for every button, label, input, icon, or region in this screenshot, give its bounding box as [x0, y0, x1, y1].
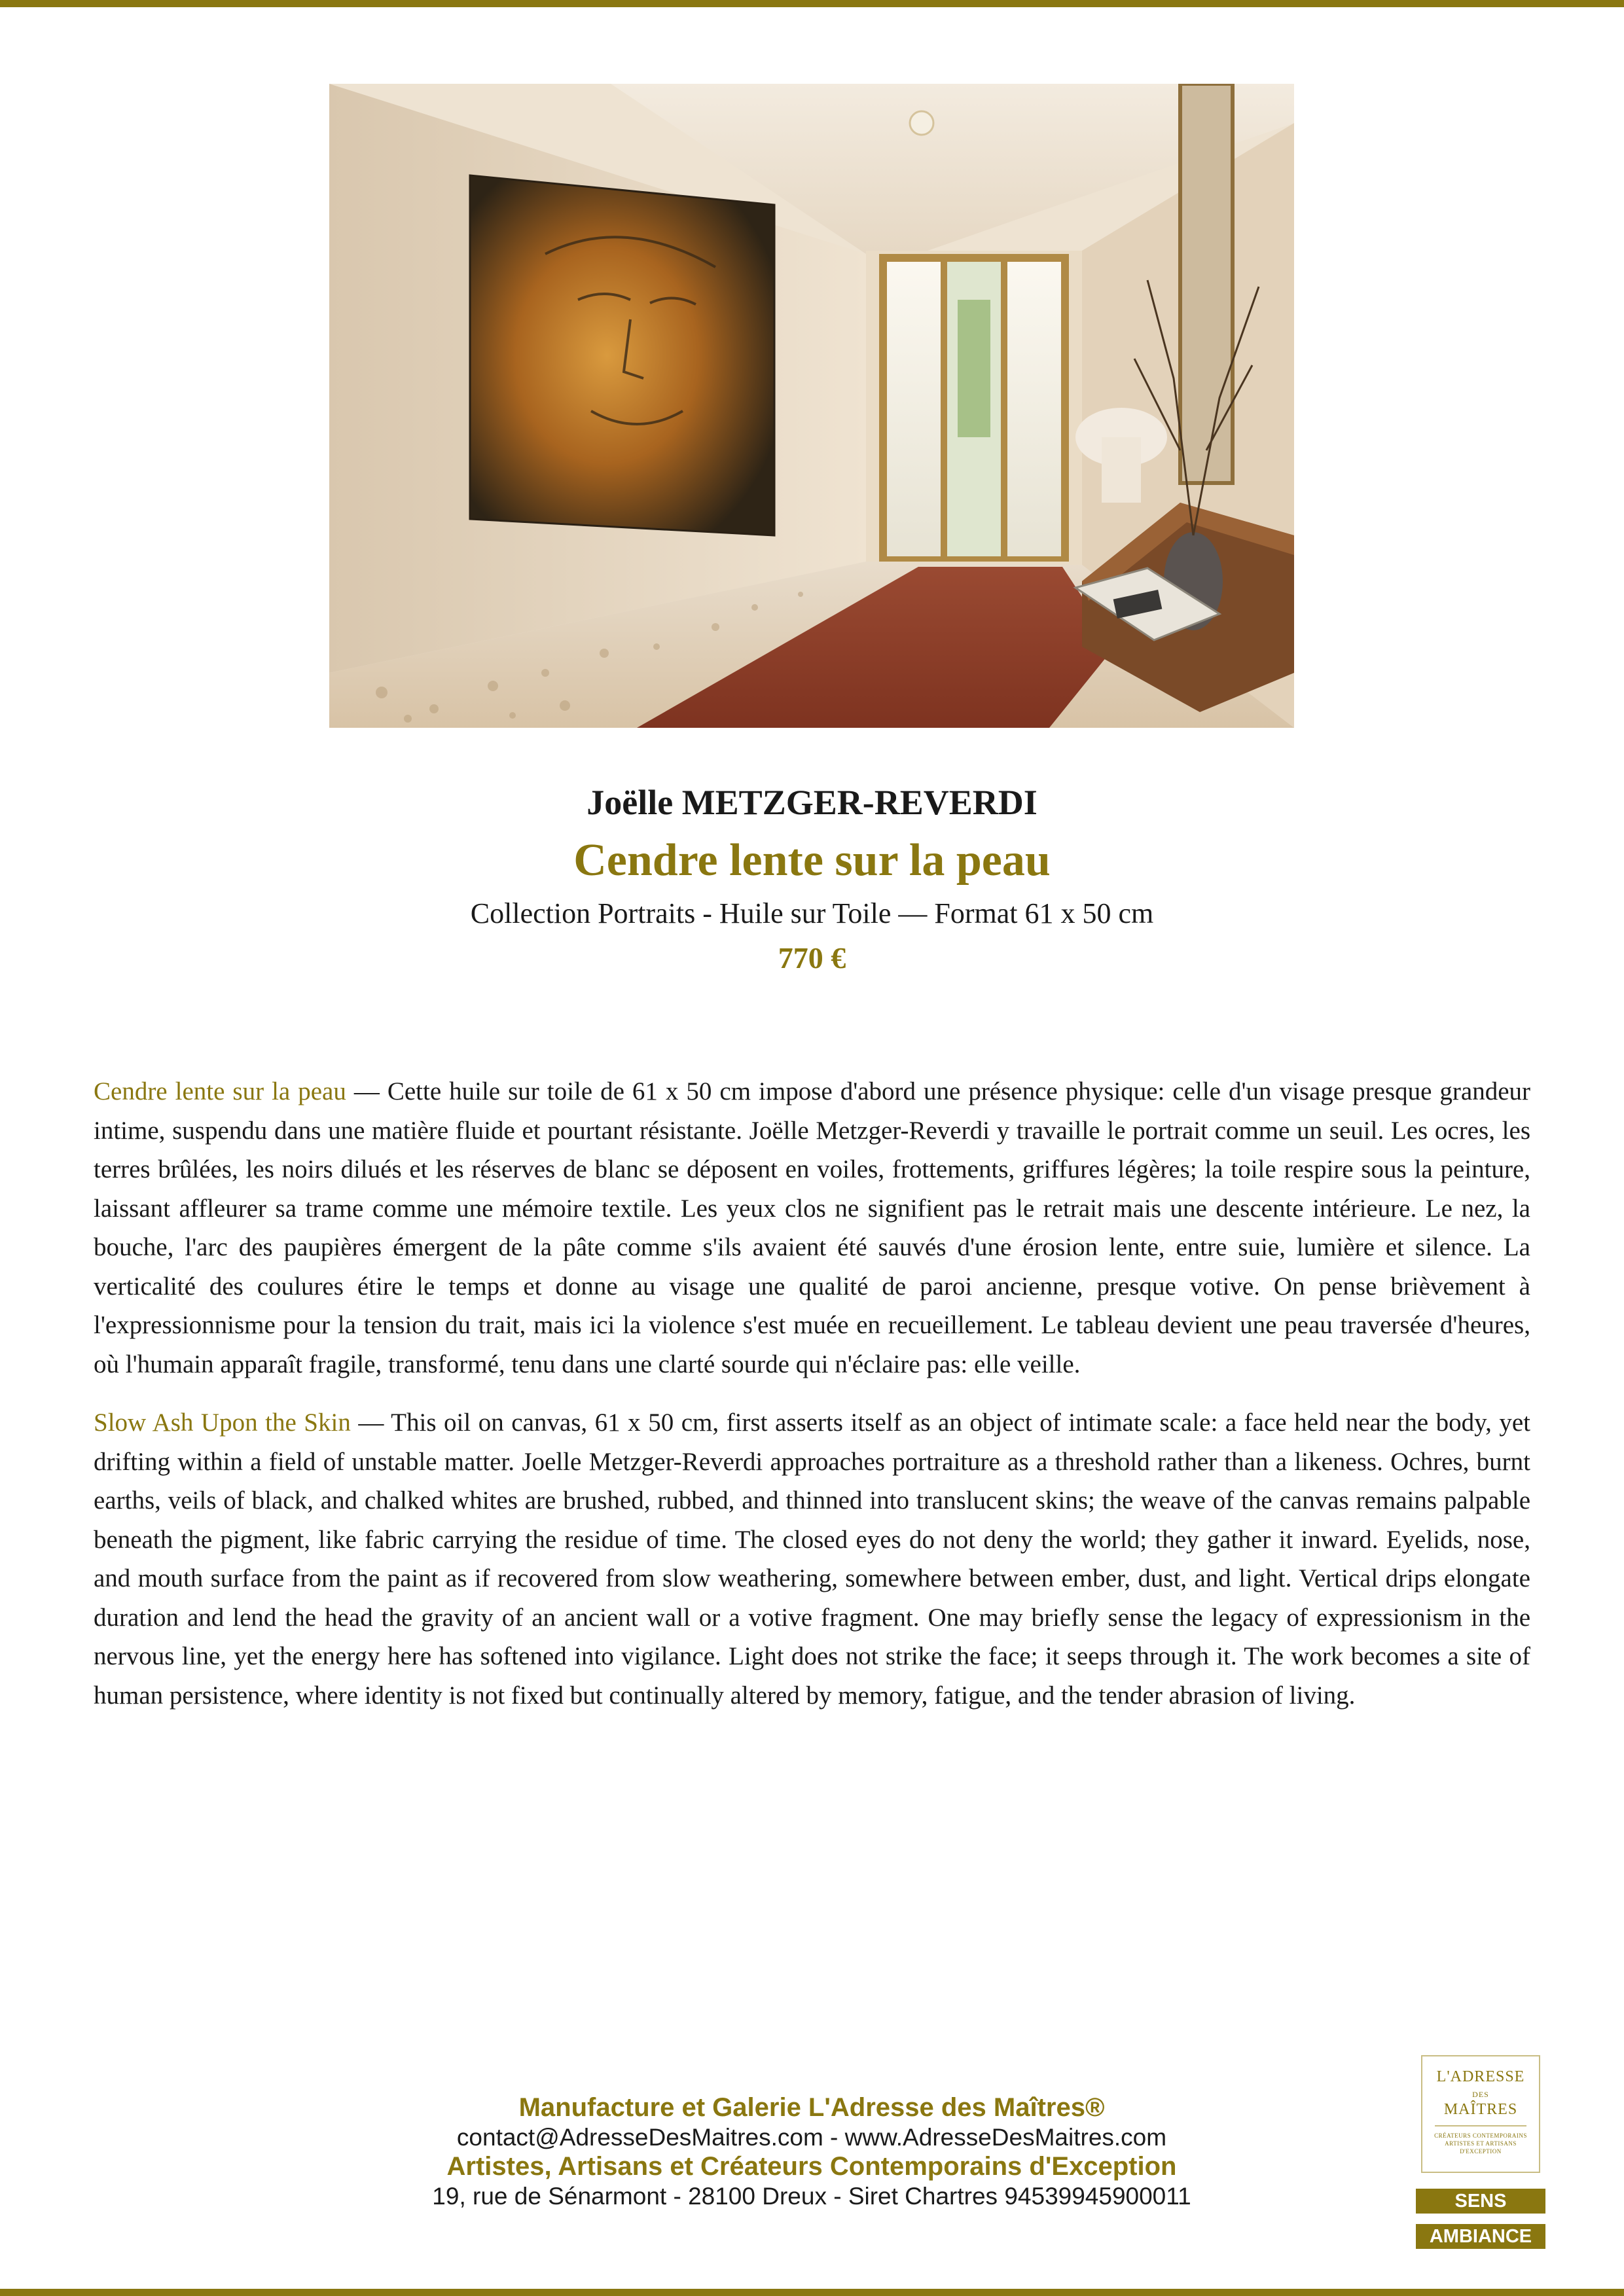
artwork-room-photo [329, 84, 1294, 728]
logo-line-1: L'ADRESSE [1436, 2068, 1525, 2085]
gallery-logo [1421, 2055, 1540, 2173]
description-en [94, 1403, 1530, 1715]
logo-divider [1435, 2125, 1526, 2126]
footer-contact: contact@AdresseDesMaitres.com - www.AdresseDesMaitres.com [456, 2124, 1167, 2151]
description-fr-lead: Cendre lente sur la peau [94, 1077, 346, 1105]
footer-gallery-name: Manufacture et Galerie L'Adresse des Maîtres® [518, 2093, 1105, 2122]
footer-tagline: Artistes, Artisans et Créateurs Contemporains d'Exception [446, 2152, 1177, 2181]
description-fr [94, 1072, 1530, 1384]
description-en-lead: Slow Ash Upon the Skin [94, 1408, 351, 1437]
interior-scene-illustration [329, 84, 1294, 728]
tag-ambiance: AMBIANCE [1416, 2224, 1545, 2249]
logo-line-4: CRÉATEURS CONTEMPORAINS ARTISTES ET ARTISANS D'EXCEPTION [1434, 2132, 1527, 2155]
artwork-price: 770 € [778, 941, 846, 975]
footer-address: 19, rue de Sénarmont - 28100 Dreux - Siret Chartres 94539945900011 [432, 2183, 1191, 2210]
bottom-border [0, 2289, 1624, 2296]
description-fr-body: — Cette huile sur toile de 61 x 50 cm impose d'abord une présence physique: celle d'un visage presque grandeur intime, suspendu dans une matière fluide et pourtant résistante. Joëlle Metzger-Reverdi y travaille le portrait comme un seuil. Les ocres, les terres brûlées, les noirs dilués et les réserves de blanc se déposent en voiles, frottements, griffures légères; la toile respire sous la peinture, laissant affleurer sa trame comme une mémoire textile. Les yeux clos ne signifient pas le retrait mais une descente intérieure. Le nez, la bouche, l'arc des paupières émergent de la pâte comme s'ils avaient été sauvés d'une érosion lente, entre suie, lumière et silence. La verticalité des coulures étire le temps et donne au visage une qualité de paroi ancienne, presque votive. On pense brièvement à l'expressionnisme pour la tension du trait, mais ici la violence s'est muée en recueillement. Le tableau devient une peau traversée d'heures, où l'humain apparaît fragile, transformé, tenu dans une clarté sourde qui n'éclaire pas: elle veille. [94, 1077, 1531, 1378]
logo-line-2: DES [1472, 2090, 1489, 2099]
artwork-details: Collection Portraits - Huile sur Toile — Format 61 x 50 cm [470, 897, 1154, 929]
description-text [94, 1072, 1530, 1734]
footer [288, 2093, 1335, 2211]
tag-sens: SENS [1416, 2189, 1545, 2214]
description-en-body: — This oil on canvas, 61 x 50 cm, first asserts itself as an object of intimate scale: a face held near the body, yet drifting within a field of unstable matter. Joelle Metzger-Reverdi approaches portraiture as a threshold rather than a likeness. Ochres, burnt earths, veils of black, and chalked whites are brushed, rubbed, and thinned into translucent skins; the weave of the canvas remains palpable beneath the pigment, like fabric carrying the residue of time. The closed eyes do not deny the world; they gather it inward. Eyelids, nose, and mouth surface from the paint as if recovered from slow weathering, somewhere between ember, dust, and light. Vertical drips elongate duration and lend the head the gravity of an ancient wall or a votive fragment. One may briefly sense the legacy of expressionism in the nervous line, yet the energy here has softened into vigilance. Light does not strike the face; it seeps through it. The work becomes a site of human persistence, where identity is not fixed but continually altered by memory, fatigue, and the tender abrasion of living. [94, 1408, 1530, 1710]
logo-line-3: MAÎTRES [1443, 2101, 1518, 2118]
artwork-title: Cendre lente sur la peau [573, 835, 1051, 886]
artist-name: Joëlle METZGER-REVERDI [586, 783, 1038, 822]
top-border [0, 0, 1624, 7]
